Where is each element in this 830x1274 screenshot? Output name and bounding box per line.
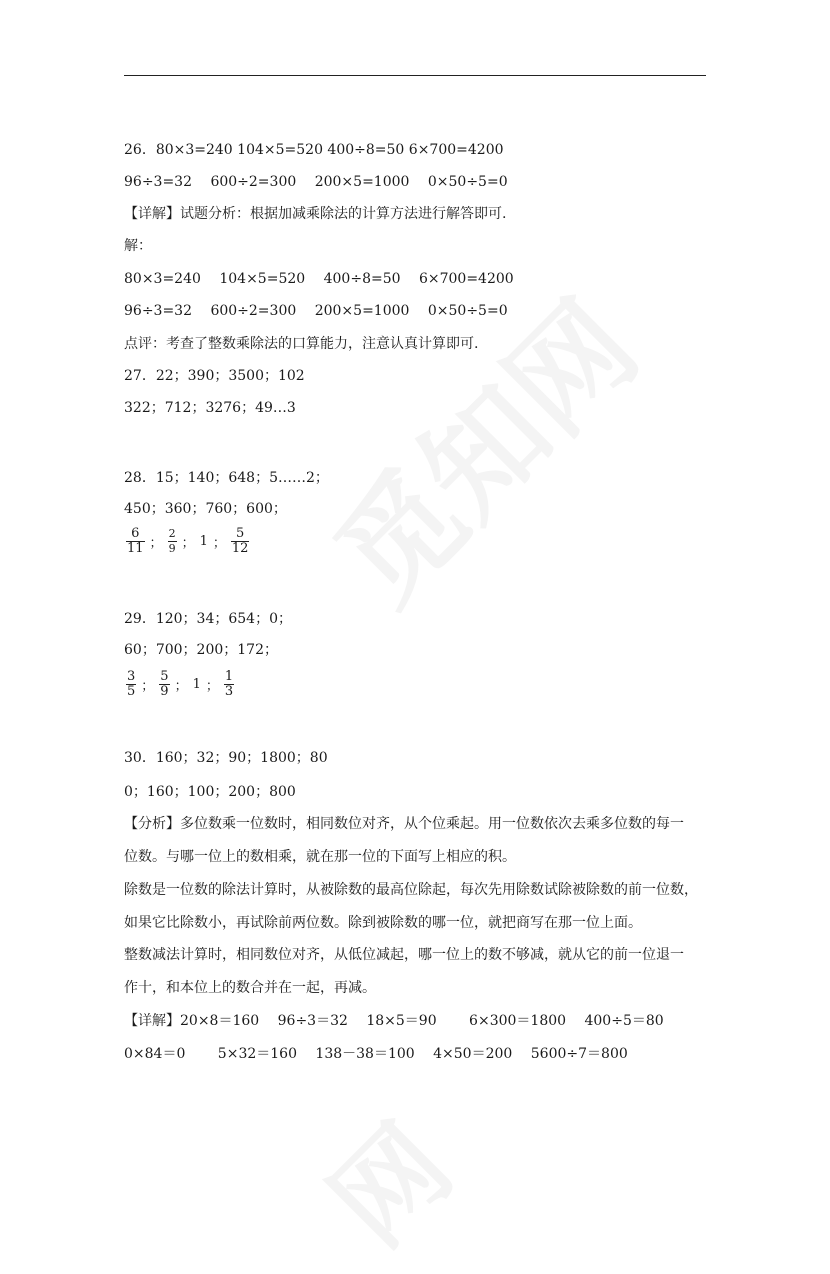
q30-analysis-line-2: 位数。与哪一位上的数相乘，就在那一位的下面写上相应的积。 [124, 849, 516, 865]
q30-answer-line-2: 0；160；100；200；800 [124, 784, 296, 800]
q30-answer-line-1: 30．160；32；90；1800；80 [124, 750, 328, 766]
q26-comment: 点评：考查了整数乘除法的口算能力，注意认真计算即可. [124, 336, 479, 352]
q30-analysis-line-1: 【分析】多位数乘一位数时，相同数位对齐，从个位乘起。用一位数依次去乘多位数的每一 [124, 816, 684, 832]
q27-answer-line-1: 27．22；390；3500；102 [124, 368, 305, 384]
q29-answer-line-2: 60；700；200；172； [124, 642, 278, 658]
q26-solution-line-1: 80×3=240 104×5=520 400÷8=50 6×700=4200 [124, 271, 514, 287]
fraction: $\frac{6}{11}$ [127, 526, 144, 556]
fraction: $\frac{1}{3}$ [224, 669, 234, 699]
q29-fraction-row: $\frac{3}{5}$ ； $\frac{5}{9}$ ； 1 ； $\frac{1}{3}$ [127, 669, 234, 699]
watermark-bottom [290, 1084, 480, 1274]
q30-detail-line-1: 【详解】20×8＝160 96÷3＝32 18×5＝90 6×300＝1800 400÷5＝80 [124, 1013, 664, 1029]
q28-fraction-row: $\frac{6}{11}$ ； $\frac{2}{9}$ ； 1 ； $\frac{5}{12}$ [127, 526, 249, 556]
q30-detail-line-2: 0×84＝0 5×32＝160 138－38＝100 4×50＝200 5600÷7＝800 [124, 1046, 628, 1062]
whole-number: 1 [199, 534, 208, 549]
whole-number: 1 [192, 677, 201, 692]
q26-solution-line-2: 96÷3=32 600÷2=300 200×5=1000 0×50÷5=0 [124, 303, 508, 319]
fraction: $\frac{5}{9}$ [160, 669, 169, 699]
q30-analysis-line-3: 除数是一位数的除法计算时，从被除数的最高位除起，每次先用除数试除被除数的前一位数， [124, 882, 698, 898]
fraction: $\frac{2}{9}$ [168, 527, 176, 555]
q26-solution-label: 解： [124, 238, 152, 254]
fraction: $\frac{3}{5}$ [127, 669, 136, 699]
fraction: $\frac{5}{12}$ [231, 526, 249, 556]
q29-answer-line-1: 29．120；34；654；0； [124, 611, 292, 627]
q26-detail: 【详解】试题分析：根据加减乘除法的计算方法进行解答即可. [124, 206, 507, 222]
q30-analysis-line-6: 作十，和本位上的数合并在一起，再减。 [124, 980, 376, 996]
q28-answer-line-1: 28．15；140；648；5……2； [124, 470, 329, 486]
q30-analysis-line-4: 如果它比除数小，再试除前两位数。除到被除数的哪一位，就把商写在那一位上面。 [124, 915, 642, 931]
header-rule [124, 75, 706, 76]
q27-answer-line-2: 322；712；3276；49…3 [124, 400, 296, 416]
q26-answer-line-2: 96÷3=32 600÷2=300 200×5=1000 0×50÷5=0 [124, 174, 508, 190]
q30-analysis-line-5: 整数减法计算时，相同数位对齐，从低位减起，哪一位上的数不够减，就从它的前一位退一 [124, 947, 684, 963]
q28-answer-line-2: 450；360；760；600； [124, 501, 287, 517]
q26-answer-line-1: 26．80×3=240 104×5=520 400÷8=50 6×700=4200 [124, 142, 504, 158]
